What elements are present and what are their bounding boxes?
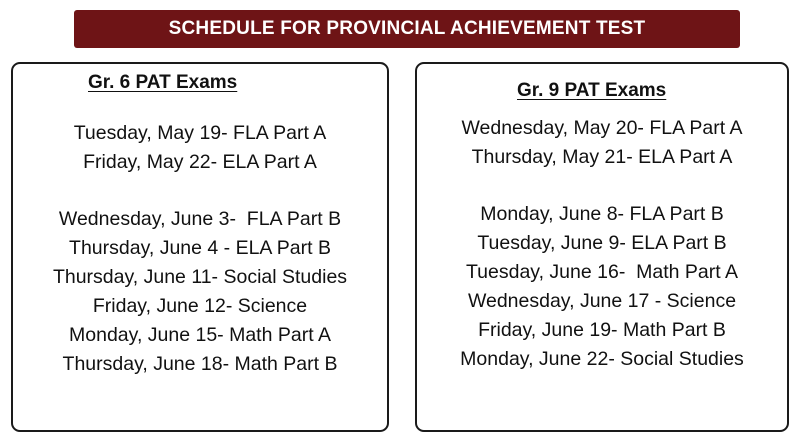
exam-item: Wednesday, June 3- FLA Part B bbox=[58, 208, 342, 230]
grade6-panel bbox=[11, 62, 389, 432]
schedule-banner bbox=[74, 10, 740, 48]
exam-item: Monday, June 15- Math Part A bbox=[69, 324, 331, 346]
exam-item: Tuesday, June 9- ELA Part B bbox=[477, 232, 727, 254]
grade9-may-exams bbox=[417, 114, 787, 172]
banner-title: SCHEDULE FOR PROVINCIAL ACHIEVEMENT TEST bbox=[168, 18, 646, 39]
exam-item: Thursday, June 4 - ELA Part B bbox=[69, 237, 331, 259]
exam-item: Friday, June 12- Science bbox=[92, 295, 308, 317]
grade9-panel bbox=[415, 62, 789, 432]
exam-item: Thursday, May 21- ELA Part A bbox=[471, 146, 733, 168]
exam-item: Monday, June 22- Social Studies bbox=[460, 348, 744, 370]
exam-item: Tuesday, May 19- FLA Part A bbox=[73, 122, 327, 144]
exam-item: Wednesday, May 20- FLA Part A bbox=[461, 117, 743, 139]
grade6-may-exams bbox=[13, 119, 387, 177]
grade6-heading: Gr. 6 PAT Exams bbox=[88, 72, 238, 93]
grade6-june-exams bbox=[13, 205, 387, 379]
exam-item: Tuesday, June 16- Math Part A bbox=[465, 261, 739, 283]
exam-item: Thursday, June 11- Social Studies bbox=[52, 266, 348, 288]
grade9-june-exams bbox=[417, 200, 787, 374]
exam-item: Monday, June 8- FLA Part B bbox=[480, 203, 724, 225]
exam-item: Friday, June 19- Math Part B bbox=[478, 319, 726, 341]
exam-item: Friday, May 22- ELA Part A bbox=[83, 151, 317, 173]
exam-item: Thursday, June 18- Math Part B bbox=[62, 353, 338, 375]
grade9-heading: Gr. 9 PAT Exams bbox=[517, 80, 667, 101]
exam-item: Wednesday, June 17 - Science bbox=[467, 290, 737, 312]
